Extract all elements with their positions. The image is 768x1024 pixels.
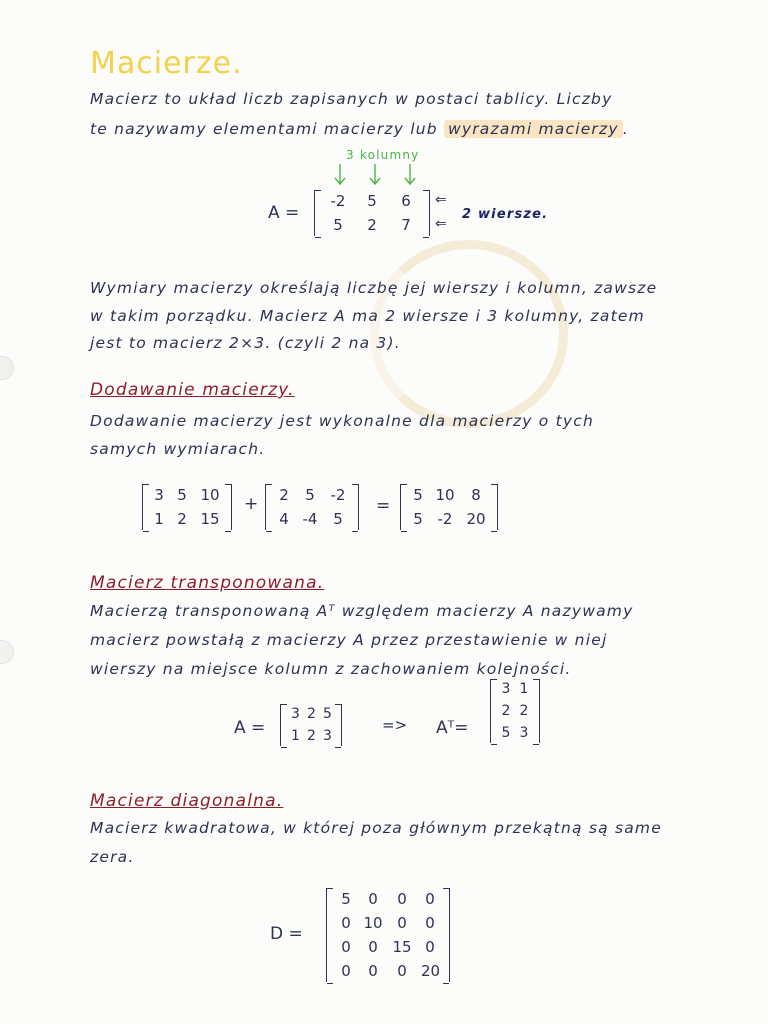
matrix-cell: 2 bbox=[177, 510, 187, 528]
matrix-cell: 5 bbox=[305, 486, 315, 504]
highlighted-term: wyrazami macierzy bbox=[444, 120, 623, 138]
matrix-cell: 0 bbox=[368, 938, 378, 956]
matrix-cell: 4 bbox=[279, 510, 289, 528]
addition-line-1: Dodawanie macierzy jest wykonalne dla macierzy o tych bbox=[90, 412, 594, 430]
matrix-cell: -2 bbox=[330, 192, 346, 210]
matrix-cell: 5 bbox=[323, 706, 332, 722]
matrix-cell: 0 bbox=[397, 962, 407, 980]
intro-text: te nazywamy elementami macierzy lub bbox=[90, 120, 438, 138]
transpose-source-matrix bbox=[280, 704, 342, 746]
addition-heading: Dodawanie macierzy. bbox=[90, 380, 295, 400]
equals-sign: = bbox=[376, 496, 391, 516]
dimensions-line-3: jest to macierz 2×3. (czyli 2 na 3). bbox=[90, 334, 401, 352]
matrix-cell: -2 bbox=[330, 486, 346, 504]
matrix-cell: 10 bbox=[435, 486, 455, 504]
matrix-cell: 0 bbox=[425, 914, 435, 932]
transpose-line-1: Macierzą transponowaną Aᵀ względem macierzy A nazywamy bbox=[90, 602, 634, 620]
matrix-a bbox=[314, 190, 430, 236]
matrix-cell: 5 bbox=[367, 192, 377, 210]
matrix-cell: 2 bbox=[367, 216, 377, 234]
dimensions-line-1: Wymiary macierzy określają liczbę jej wierszy i kolumn, zawsze bbox=[90, 279, 658, 297]
matrix-cell: 5 bbox=[333, 510, 343, 528]
matrix-cell: 0 bbox=[397, 890, 407, 908]
matrix-cell: 8 bbox=[471, 486, 481, 504]
transposed-matrix bbox=[490, 679, 540, 743]
matrix-cell: 1 bbox=[519, 681, 529, 697]
matrix-cell: 0 bbox=[341, 914, 351, 932]
matrix-d-label: D = bbox=[270, 924, 303, 944]
intro-line-1: Macierz to układ liczb zapisanych w postaci tablicy. Liczby bbox=[90, 90, 613, 108]
matrix-cell: 1 bbox=[291, 728, 300, 744]
rows-note: 2 wiersze. bbox=[462, 207, 549, 222]
matrix-cell: 2 bbox=[519, 703, 529, 719]
plus-sign: + bbox=[244, 494, 259, 514]
row-arrow: ⇐ bbox=[435, 216, 447, 232]
dimensions-line-2: w takim porządku. Macierz A ma 2 wiersze i 3 kolumny, zatem bbox=[90, 307, 645, 325]
matrix-cell: 0 bbox=[425, 938, 435, 956]
matrix-cell: 5 bbox=[333, 216, 343, 234]
matrix-a-label: A = bbox=[268, 203, 300, 223]
matrix-cell: 1 bbox=[154, 510, 164, 528]
columns-note: 3 kolumny bbox=[346, 148, 420, 162]
addition-matrix-2 bbox=[265, 484, 359, 530]
matrix-cell: 5 bbox=[501, 725, 511, 741]
intro-period: . bbox=[622, 120, 629, 138]
matrix-cell: 5 bbox=[177, 486, 187, 504]
column-arrows bbox=[330, 162, 430, 192]
matrix-cell: 15 bbox=[392, 938, 412, 956]
matrix-cell: 0 bbox=[341, 938, 351, 956]
matrix-cell: 3 bbox=[519, 725, 529, 741]
matrix-cell: 2 bbox=[279, 486, 289, 504]
diagonal-line-2: zera. bbox=[90, 848, 135, 866]
diagonal-line-1: Macierz kwadratowa, w której poza głównym przekątną są same bbox=[90, 819, 662, 837]
matrix-cell: 0 bbox=[368, 962, 378, 980]
addition-matrix-1 bbox=[142, 484, 232, 530]
diagonal-matrix bbox=[326, 888, 450, 982]
matrix-cell: 0 bbox=[425, 890, 435, 908]
matrix-cell: 3 bbox=[154, 486, 164, 504]
matrix-cell: 2 bbox=[307, 728, 316, 744]
matrix-cell: 7 bbox=[401, 216, 411, 234]
punch-hole bbox=[0, 356, 14, 380]
transpose-line-3: wierszy na miejsce kolumn z zachowaniem kolejności. bbox=[90, 660, 572, 678]
matrix-cell: 0 bbox=[397, 914, 407, 932]
matrix-cell: 15 bbox=[200, 510, 220, 528]
diagonal-heading: Macierz diagonalna. bbox=[90, 791, 284, 811]
matrix-cell: 3 bbox=[291, 706, 300, 722]
matrix-cell: 0 bbox=[341, 962, 351, 980]
row-arrow: ⇐ bbox=[435, 192, 447, 208]
addition-result-matrix bbox=[400, 484, 498, 530]
matrix-cell: 5 bbox=[341, 890, 351, 908]
matrix-cell: 2 bbox=[501, 703, 511, 719]
matrix-cell: -2 bbox=[437, 510, 453, 528]
matrix-cell: 5 bbox=[413, 510, 423, 528]
punch-hole bbox=[0, 640, 14, 664]
matrix-cell: 3 bbox=[323, 728, 332, 744]
matrix-cell: 0 bbox=[368, 890, 378, 908]
matrix-cell: 20 bbox=[466, 510, 486, 528]
intro-line-2 bbox=[90, 120, 629, 138]
matrix-cell: 2 bbox=[307, 706, 316, 722]
addition-line-2: samych wymiarach. bbox=[90, 440, 266, 458]
page-title: Macierze. bbox=[90, 46, 243, 81]
transpose-line-2: macierz powstałą z macierzy A przez przestawienie w niej bbox=[90, 631, 608, 649]
matrix-cell: 10 bbox=[363, 914, 383, 932]
transpose-at-label: Aᵀ= bbox=[436, 718, 469, 738]
transpose-heading: Macierz transponowana. bbox=[90, 573, 325, 593]
implies-arrow: => bbox=[382, 716, 408, 734]
transpose-a-label: A = bbox=[234, 718, 266, 738]
matrix-cell: 5 bbox=[413, 486, 423, 504]
matrix-cell: 10 bbox=[200, 486, 220, 504]
matrix-cell: -4 bbox=[302, 510, 318, 528]
matrix-cell: 20 bbox=[421, 962, 441, 980]
matrix-cell: 6 bbox=[401, 192, 411, 210]
matrix-cell: 3 bbox=[501, 681, 511, 697]
